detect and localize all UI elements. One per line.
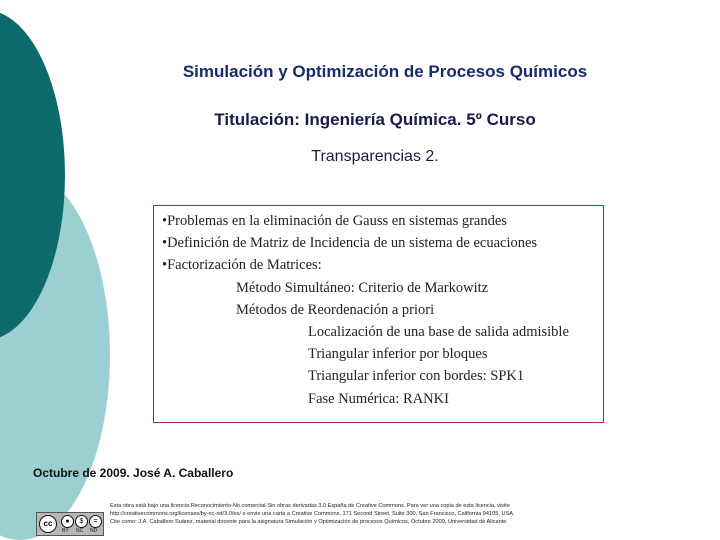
license-line: Esta obra está bajo una licencia Reconocimiento-No comercial-Sin obras derivadas 3.0 España de Creative Commons. Para ver una copia de esta licencia, visite xyxy=(110,503,510,509)
degree-line: Titulación: Ingeniería Química. 5º Curso xyxy=(214,110,536,129)
topic-subsubitem: Triangular inferior por bloques xyxy=(308,346,488,363)
topic-item: •Problemas en la eliminación de Gauss en sistemas grandes xyxy=(162,213,507,229)
topic-subsubitem: Localización de una base de salida admisible xyxy=(308,324,569,341)
attribution-icon: ● xyxy=(61,515,74,528)
date-author: Octubre de 2009. José A. Caballero xyxy=(33,466,234,480)
topic-subsubitem: Fase Numérica: RANKI xyxy=(308,390,449,407)
topic-subsubitem: Triangular inferior con bordes: SPK1 xyxy=(308,368,525,385)
badge-label: BY xyxy=(62,528,69,534)
course-title: Simulación y Optimización de Procesos Químicos xyxy=(182,62,588,81)
license-notice xyxy=(110,502,715,527)
cc-logo-icon: cc xyxy=(39,515,57,533)
license-link-line[interactable]: http://creativecommons.org/licenses/by-nc-nd/3.0/es/ o envie una carta a Creative Commons, 171 Second Street, Suite 300, San Francisco, California 94105, USA. xyxy=(110,511,515,518)
topic-item: •Definición de Matriz de Incidencia de un sistema de ecuaciones xyxy=(162,235,538,252)
topic-subitem: Métodos de Reordenación a priori xyxy=(236,301,435,318)
topics-box xyxy=(153,205,604,423)
slides-subtitle: Transparencias 2. xyxy=(311,148,439,165)
topic-item: •Factorización de Matrices: xyxy=(162,257,322,274)
badge-label: NC xyxy=(76,528,84,534)
topic-subitem: Método Simultáneo: Criterio de Markowitz xyxy=(236,279,489,296)
noncommercial-icon: $ xyxy=(75,515,88,528)
license-line: Cite como: J.A. Caballero Suárez, material docente para la asignatura Simulación y Optimización de procesos Químicos, Octubre 2009, Universidad de Alicante xyxy=(110,519,507,526)
creative-commons-badge[interactable] xyxy=(36,512,104,536)
noderivatives-icon: = xyxy=(89,515,102,528)
badge-label: ND xyxy=(90,528,98,534)
